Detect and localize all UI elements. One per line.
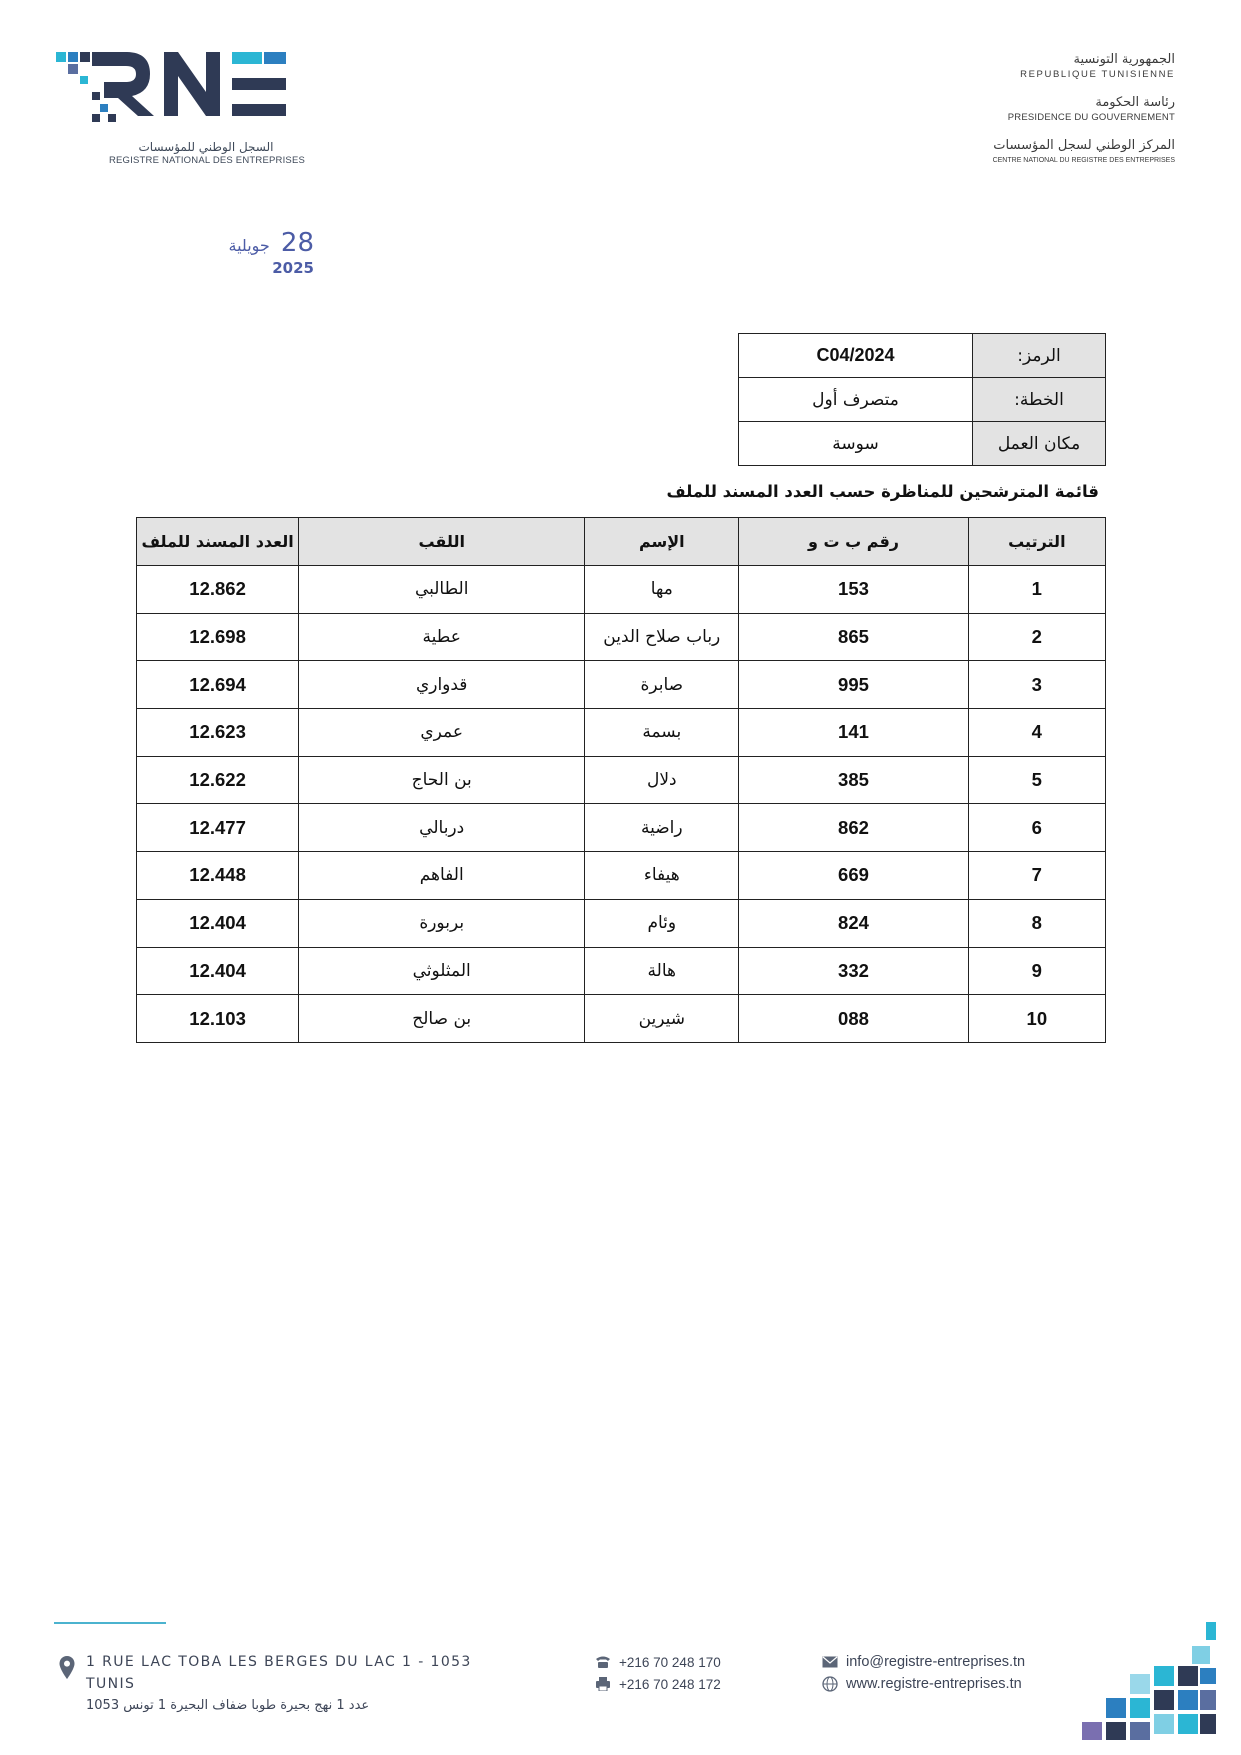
cell-id: 153 bbox=[739, 566, 968, 614]
cell-first-name: شيرين bbox=[585, 995, 739, 1043]
cell-first-name: راضية bbox=[585, 804, 739, 852]
center-french: CENTRE NATIONAL DU REGISTRE DES ENTREPRISES bbox=[992, 157, 1175, 164]
phone-icon bbox=[595, 1655, 611, 1669]
cell-id: 332 bbox=[739, 947, 968, 995]
government-header bbox=[935, 52, 1175, 181]
header-id: رقم ب ت و bbox=[739, 518, 968, 566]
header-rank: الترتيب bbox=[968, 518, 1105, 566]
center-arabic: المركز الوطني لسجل المؤسسات bbox=[993, 138, 1175, 153]
cell-id: 385 bbox=[739, 756, 968, 804]
candidates-table bbox=[136, 517, 1106, 1043]
cell-rank: 9 bbox=[968, 947, 1105, 995]
competition-info-table bbox=[738, 333, 1106, 466]
fax-row bbox=[595, 1673, 721, 1695]
cell-first-name: هيفاء bbox=[585, 852, 739, 900]
table-row bbox=[137, 566, 1106, 614]
cell-rank: 6 bbox=[968, 804, 1105, 852]
cell-score: 12.622 bbox=[137, 756, 299, 804]
presidency-arabic: رئاسة الحكومة bbox=[1095, 95, 1175, 110]
header-first-name: الإسم bbox=[585, 518, 739, 566]
table-row bbox=[137, 947, 1106, 995]
cell-last-name: عمري bbox=[299, 709, 585, 757]
cell-score: 12.477 bbox=[137, 804, 299, 852]
republic-arabic: الجمهورية التونسية bbox=[1073, 52, 1175, 67]
cell-rank: 10 bbox=[968, 995, 1105, 1043]
email-row bbox=[822, 1651, 1025, 1673]
cell-rank: 8 bbox=[968, 899, 1105, 947]
cell-id: 824 bbox=[739, 899, 968, 947]
cell-first-name: رباب صلاح الدين bbox=[585, 613, 739, 661]
location-pin-icon bbox=[58, 1655, 76, 1681]
stamp-month: جويلية bbox=[228, 236, 270, 255]
logo-arabic-name: السجل الوطني للمؤسسات bbox=[138, 140, 274, 154]
cell-last-name: بربورة bbox=[299, 899, 585, 947]
info-row-position bbox=[739, 378, 1106, 422]
cell-first-name: صابرة bbox=[585, 661, 739, 709]
cell-last-name: الطالبي bbox=[299, 566, 585, 614]
table-row bbox=[137, 899, 1106, 947]
cell-first-name: بسمة bbox=[585, 709, 739, 757]
cell-id: 995 bbox=[739, 661, 968, 709]
cell-rank: 2 bbox=[968, 613, 1105, 661]
fax-icon bbox=[595, 1677, 611, 1691]
cell-score: 12.862 bbox=[137, 566, 299, 614]
footer-phones bbox=[595, 1651, 721, 1695]
date-stamp bbox=[184, 228, 314, 277]
cell-last-name: قدواري bbox=[299, 661, 585, 709]
table-row bbox=[137, 756, 1106, 804]
fax-number: +216 70 248 172 bbox=[619, 1676, 721, 1692]
address-arabic: عدد 1 نهج بحيرة طوبا ضفاف البحيرة 1 تونس 1053 bbox=[86, 1698, 370, 1713]
info-row-location bbox=[739, 422, 1106, 466]
globe-icon bbox=[822, 1676, 838, 1692]
stamp-day: 28 bbox=[280, 228, 314, 258]
address-french: 1 RUE LAC TOBA LES BERGES DU LAC 1 - 1053 TUNIS bbox=[86, 1654, 472, 1692]
position-label: الخطة: bbox=[973, 378, 1106, 422]
logo-french-name: REGISTRE NATIONAL DES ENTREPRISES bbox=[108, 155, 306, 166]
table-header-row bbox=[137, 518, 1106, 566]
code-label: الرمز: bbox=[973, 334, 1106, 378]
cell-first-name: مها bbox=[585, 566, 739, 614]
table-row bbox=[137, 804, 1106, 852]
cell-id: 862 bbox=[739, 804, 968, 852]
table-row bbox=[137, 613, 1106, 661]
cell-last-name: المثلوثي bbox=[299, 947, 585, 995]
location-label: مكان العمل bbox=[973, 422, 1106, 466]
stamp-year: 2025 bbox=[272, 259, 314, 277]
cell-score: 12.694 bbox=[137, 661, 299, 709]
code-value: C04/2024 bbox=[739, 334, 973, 378]
email-address[interactable]: info@registre-entreprises.tn bbox=[846, 1654, 1026, 1670]
position-value: متصرف أول bbox=[739, 378, 973, 422]
cell-rank: 5 bbox=[968, 756, 1105, 804]
phone-row bbox=[595, 1651, 721, 1673]
cell-first-name: وئام bbox=[585, 899, 739, 947]
decorative-pixel-pattern bbox=[1058, 1622, 1218, 1742]
republic-french: REPUBLIQUE TUNISIENNE bbox=[1020, 69, 1175, 80]
cell-last-name: بن الحاج bbox=[299, 756, 585, 804]
footer-address bbox=[86, 1651, 526, 1717]
list-title: قائمة المترشحين للمناظرة حسب العدد المسند للملف bbox=[666, 482, 1099, 501]
cell-rank: 3 bbox=[968, 661, 1105, 709]
table-row bbox=[137, 709, 1106, 757]
cell-rank: 7 bbox=[968, 852, 1105, 900]
cell-last-name: دربالي bbox=[299, 804, 585, 852]
cell-first-name: هالة bbox=[585, 947, 739, 995]
info-row-code bbox=[739, 334, 1106, 378]
cell-id: 141 bbox=[739, 709, 968, 757]
cell-first-name: دلال bbox=[585, 756, 739, 804]
phone-number: +216 70 248 170 bbox=[619, 1654, 721, 1670]
location-value: سوسة bbox=[739, 422, 973, 466]
cell-score: 12.623 bbox=[137, 709, 299, 757]
presidency-french: PRESIDENCE DU GOUVERNEMENT bbox=[1007, 112, 1175, 123]
website-row bbox=[822, 1673, 1025, 1695]
footer-accent-line bbox=[54, 1622, 166, 1624]
table-row bbox=[137, 995, 1106, 1043]
cell-score: 12.448 bbox=[137, 852, 299, 900]
header-last-name: اللقب bbox=[299, 518, 585, 566]
cell-score: 12.103 bbox=[137, 995, 299, 1043]
cell-id: 669 bbox=[739, 852, 968, 900]
cell-score: 12.404 bbox=[137, 899, 299, 947]
website-url[interactable]: www.registre-entreprises.tn bbox=[846, 1676, 1022, 1692]
cell-rank: 4 bbox=[968, 709, 1105, 757]
table-row bbox=[137, 661, 1106, 709]
cell-id: 865 bbox=[739, 613, 968, 661]
rne-logo-mark bbox=[56, 52, 296, 138]
rne-logo bbox=[56, 52, 306, 168]
table-row bbox=[137, 852, 1106, 900]
cell-rank: 1 bbox=[968, 566, 1105, 614]
mail-icon bbox=[822, 1656, 838, 1668]
cell-score: 12.698 bbox=[137, 613, 299, 661]
cell-last-name: الفاهم bbox=[299, 852, 585, 900]
cell-id: 088 bbox=[739, 995, 968, 1043]
header-score: العدد المسند للملف bbox=[137, 518, 299, 566]
cell-last-name: بن صالح bbox=[299, 995, 585, 1043]
footer-online bbox=[822, 1651, 1025, 1695]
cell-last-name: عطية bbox=[299, 613, 585, 661]
cell-score: 12.404 bbox=[137, 947, 299, 995]
